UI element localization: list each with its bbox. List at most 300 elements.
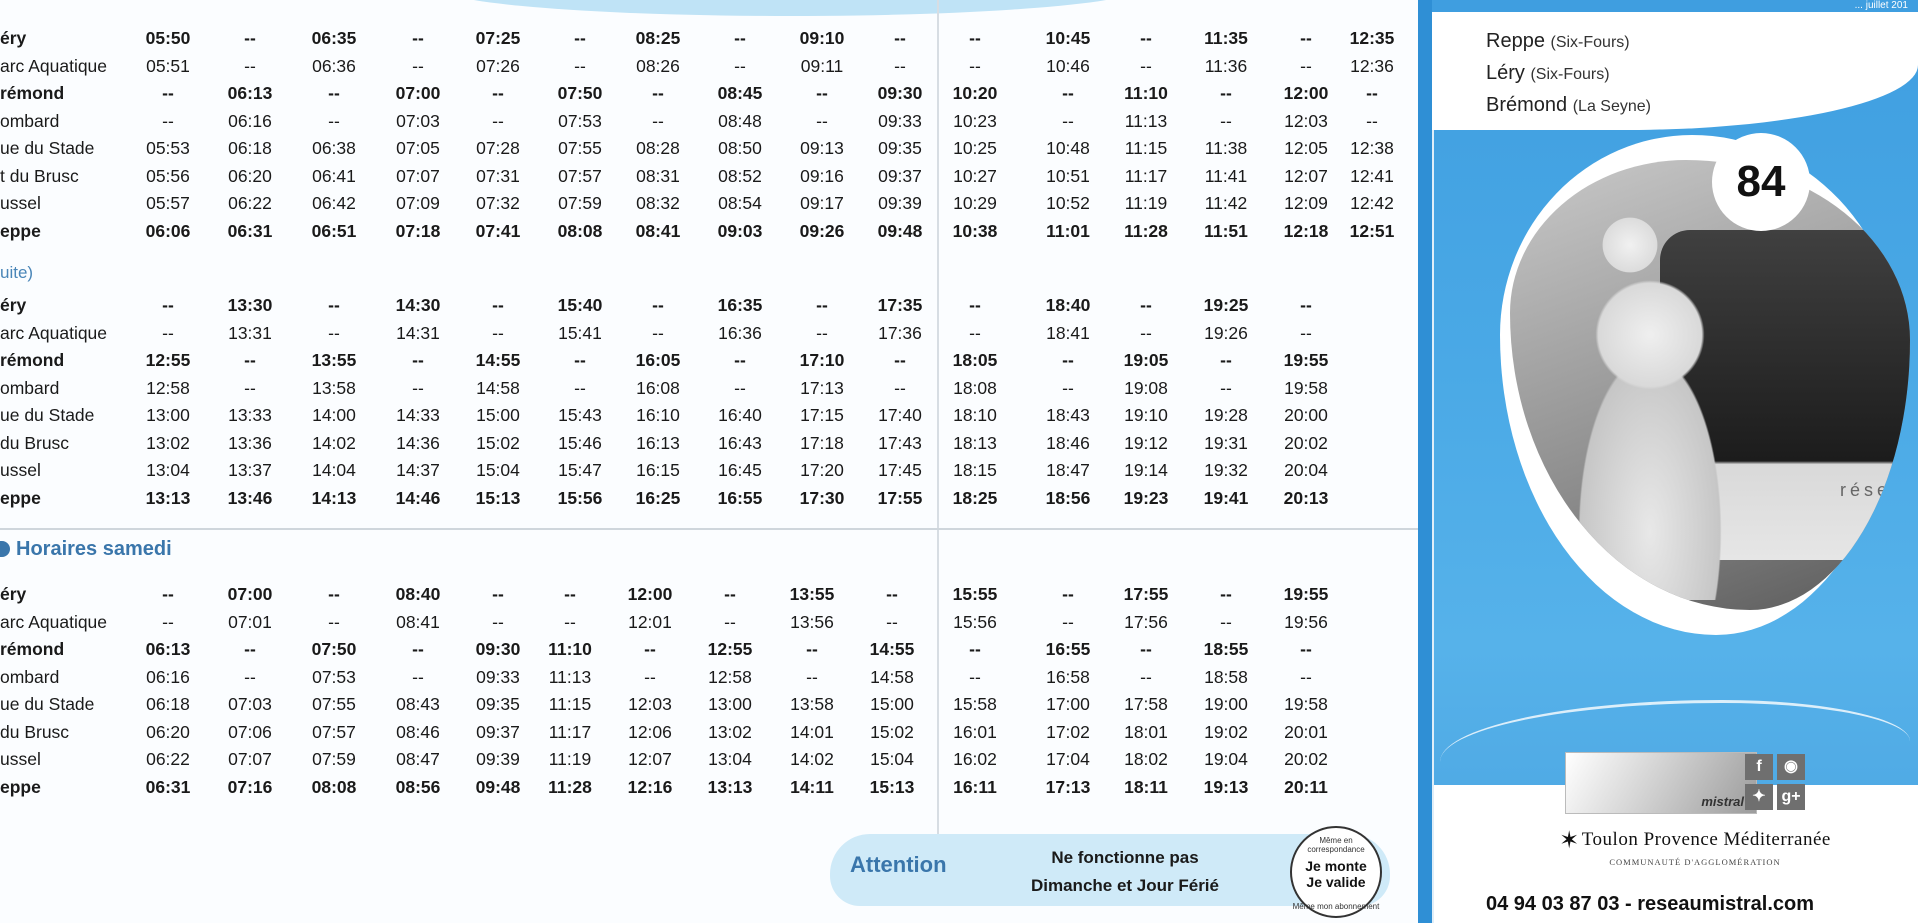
departure-time: 17:36 bbox=[878, 322, 922, 343]
departure-time: 08:41 bbox=[635, 220, 681, 241]
departure-time: -- bbox=[328, 295, 340, 315]
departure-time: 14:01 bbox=[790, 721, 834, 742]
departure-time: 18:43 bbox=[1046, 405, 1090, 425]
departure-time: 18:46 bbox=[1046, 432, 1090, 453]
departure-time: -- bbox=[1062, 110, 1074, 131]
departure-time: -- bbox=[1062, 350, 1074, 370]
departure-time: 12:58 bbox=[146, 377, 190, 398]
departure-time: 17:10 bbox=[799, 350, 845, 370]
agglo-name-line bbox=[1535, 826, 1855, 855]
departure-time: 06:13 bbox=[227, 83, 273, 103]
departure-time: 13:00 bbox=[146, 405, 190, 425]
attention-line-1: Ne fonctionne pas bbox=[1051, 848, 1199, 867]
agglo-logo bbox=[1535, 826, 1855, 867]
departure-time: 15:04 bbox=[476, 460, 520, 480]
stop-name: ussel bbox=[0, 193, 41, 213]
departure-time: -- bbox=[1062, 83, 1074, 103]
departure-time: -- bbox=[1062, 611, 1074, 632]
departure-time: 12:41 bbox=[1350, 165, 1394, 186]
departure-time: 07:41 bbox=[475, 220, 521, 241]
departure-time: -- bbox=[724, 584, 736, 604]
departure-time: -- bbox=[969, 639, 981, 659]
departure-time: 12:42 bbox=[1350, 193, 1394, 213]
departure-time: 08:31 bbox=[636, 165, 680, 186]
departure-time: -- bbox=[244, 350, 256, 370]
stop-name: éry bbox=[0, 28, 27, 48]
departure-time: -- bbox=[574, 55, 586, 76]
departure-time: 05:51 bbox=[146, 55, 190, 76]
stamp-top-text: Même en correspondance bbox=[1307, 836, 1365, 854]
departure-time: 09:39 bbox=[476, 749, 520, 769]
departure-time: 16:40 bbox=[718, 405, 762, 425]
departure-time: -- bbox=[492, 584, 504, 604]
departure-time: -- bbox=[244, 377, 256, 398]
departure-time: 12:07 bbox=[1284, 165, 1328, 186]
website-link[interactable]: reseaumistral.com bbox=[1637, 893, 1815, 915]
departure-time: -- bbox=[894, 55, 906, 76]
departure-time: 07:09 bbox=[396, 193, 440, 213]
departure-time: 19:25 bbox=[1203, 295, 1249, 315]
attention-text bbox=[980, 844, 1270, 900]
departure-time: -- bbox=[492, 611, 504, 632]
header-wave bbox=[440, 0, 1140, 16]
departure-time: 12:03 bbox=[1284, 110, 1328, 131]
departure-time: 11:35 bbox=[1204, 28, 1248, 48]
departure-time: 20:02 bbox=[1284, 432, 1328, 453]
departure-time: 18:15 bbox=[953, 460, 997, 480]
departure-time: 14:02 bbox=[790, 749, 834, 769]
departure-time: 08:52 bbox=[718, 165, 762, 186]
departure-time: -- bbox=[328, 584, 340, 604]
departure-time: 14:46 bbox=[395, 487, 441, 508]
departure-time: 08:54 bbox=[718, 193, 762, 213]
departure-time: 17:56 bbox=[1124, 611, 1168, 632]
suite-label: uite) bbox=[0, 263, 34, 282]
departure-time: -- bbox=[564, 584, 576, 604]
mistral-brand: mistral bbox=[1701, 794, 1744, 809]
departure-time: 08:50 bbox=[718, 138, 762, 158]
departure-time: 08:08 bbox=[557, 220, 603, 241]
departure-time: 11:10 bbox=[1124, 83, 1168, 103]
departure-time: -- bbox=[816, 83, 828, 103]
departure-time: 19:13 bbox=[1203, 776, 1249, 797]
departure-time: -- bbox=[969, 295, 981, 315]
departure-time: 06:06 bbox=[145, 220, 191, 241]
departure-time: 12:51 bbox=[1349, 220, 1395, 241]
departure-time: 11:15 bbox=[548, 694, 592, 714]
departure-time: -- bbox=[162, 584, 174, 604]
departure-time: 19:04 bbox=[1204, 749, 1248, 769]
departure-time: 15:41 bbox=[558, 322, 602, 343]
departure-time: -- bbox=[162, 295, 174, 315]
destination-area: (Six-Fours) bbox=[1530, 66, 1610, 83]
departure-time: -- bbox=[1220, 350, 1232, 370]
departure-time: 07:28 bbox=[476, 138, 520, 158]
departure-time: -- bbox=[1300, 55, 1312, 76]
departure-time: 17:55 bbox=[877, 487, 923, 508]
departure-time: 16:11 bbox=[953, 776, 997, 797]
departure-time: 08:25 bbox=[635, 28, 681, 48]
departure-time: 15:58 bbox=[953, 694, 997, 714]
departure-time: 16:36 bbox=[718, 322, 762, 343]
departure-time: 07:31 bbox=[476, 165, 520, 186]
departure-time: 17:00 bbox=[1046, 694, 1090, 714]
departure-time: 06:41 bbox=[312, 165, 356, 186]
departure-time: 13:36 bbox=[228, 432, 272, 453]
stop-name: ombard bbox=[0, 110, 60, 131]
departure-time: 18:10 bbox=[953, 405, 997, 425]
departure-time: 07:59 bbox=[558, 193, 602, 213]
departure-time: 14:36 bbox=[396, 432, 440, 453]
departure-time: -- bbox=[652, 110, 664, 131]
departure-time: -- bbox=[328, 110, 340, 131]
departure-time: -- bbox=[652, 83, 664, 103]
departure-time: 18:02 bbox=[1124, 749, 1168, 769]
departure-time: 16:45 bbox=[718, 460, 762, 480]
section-divider bbox=[0, 528, 1418, 530]
departure-time: 08:47 bbox=[396, 749, 440, 769]
departure-time: -- bbox=[162, 611, 174, 632]
departure-time: -- bbox=[1220, 83, 1232, 103]
departure-time: 19:28 bbox=[1204, 405, 1248, 425]
departure-time: -- bbox=[894, 28, 906, 48]
departure-time: 08:48 bbox=[718, 110, 762, 131]
departure-time: -- bbox=[734, 350, 746, 370]
departure-time: 18:11 bbox=[1124, 776, 1168, 797]
departure-time: 16:35 bbox=[717, 295, 763, 315]
departure-time: 09:33 bbox=[878, 110, 922, 131]
departure-time: 07:57 bbox=[558, 165, 602, 186]
departure-time: 07:03 bbox=[228, 694, 272, 714]
departure-time: 13:13 bbox=[707, 776, 753, 797]
departure-time: 15:46 bbox=[558, 432, 602, 453]
departure-time: 13:04 bbox=[708, 749, 752, 769]
stop-name: ue du Stade bbox=[0, 138, 95, 158]
departure-time: 13:02 bbox=[708, 721, 752, 742]
departure-time: 17:20 bbox=[800, 460, 844, 480]
departure-time: 06:16 bbox=[228, 110, 272, 131]
departure-time: 13:13 bbox=[145, 487, 191, 508]
departure-time: 11:51 bbox=[1204, 220, 1248, 241]
departure-time: -- bbox=[734, 377, 746, 398]
departure-time: 16:13 bbox=[636, 432, 680, 453]
departure-time: -- bbox=[574, 377, 586, 398]
google-plus-icon[interactable]: g+ bbox=[1777, 784, 1805, 810]
departure-time: 16:08 bbox=[636, 377, 680, 398]
departure-time: 12:38 bbox=[1350, 138, 1394, 158]
saturday-title: Horaires samedi bbox=[16, 538, 172, 560]
departure-time: 13:04 bbox=[146, 460, 190, 480]
validate-stamp bbox=[1290, 826, 1382, 918]
departure-time: 06:38 bbox=[312, 138, 356, 158]
departure-time: 11:36 bbox=[1204, 55, 1248, 76]
departure-time: 12:00 bbox=[627, 584, 673, 604]
departure-time: 16:02 bbox=[953, 749, 997, 769]
departure-time: 08:28 bbox=[636, 138, 680, 158]
departure-time: -- bbox=[886, 584, 898, 604]
stop-name: éry bbox=[0, 584, 27, 604]
departure-time: -- bbox=[412, 28, 424, 48]
departure-time: -- bbox=[1220, 377, 1232, 398]
departure-time: 19:10 bbox=[1124, 405, 1168, 425]
departure-time: 18:47 bbox=[1046, 460, 1090, 480]
departure-time: 06:31 bbox=[227, 220, 273, 241]
departure-time: 15:56 bbox=[953, 611, 997, 632]
agglo-name: Toulon Provence Méditerranée bbox=[1581, 829, 1831, 850]
departure-time: 18:56 bbox=[1045, 487, 1091, 508]
departure-time: 16:15 bbox=[636, 460, 680, 480]
departure-time: -- bbox=[492, 110, 504, 131]
departure-time: -- bbox=[574, 350, 586, 370]
departure-time: -- bbox=[244, 28, 256, 48]
departure-time: 11:28 bbox=[548, 776, 592, 797]
departure-time: 20:01 bbox=[1284, 721, 1328, 742]
departure-time: 12:55 bbox=[145, 350, 191, 370]
departure-time: 12:05 bbox=[1284, 138, 1328, 158]
departure-time: 09:48 bbox=[475, 776, 521, 797]
stop-name: rémond bbox=[0, 639, 65, 659]
departure-time: -- bbox=[652, 295, 664, 315]
departure-time: 17:13 bbox=[800, 377, 844, 398]
departure-time: 15:02 bbox=[476, 432, 520, 453]
departure-time: 12:01 bbox=[628, 611, 672, 632]
departure-time: 08:46 bbox=[396, 721, 440, 742]
departure-time: -- bbox=[1220, 584, 1232, 604]
departure-time: -- bbox=[492, 83, 504, 103]
departure-time: 08:41 bbox=[396, 611, 440, 632]
departure-time: -- bbox=[1062, 584, 1074, 604]
departure-time: 11:15 bbox=[1124, 138, 1168, 158]
departure-time: -- bbox=[328, 83, 340, 103]
departure-time: 18:05 bbox=[952, 350, 998, 370]
departure-time: 17:40 bbox=[878, 405, 922, 425]
departure-time: -- bbox=[1220, 110, 1232, 131]
departure-time: -- bbox=[1300, 322, 1312, 343]
departure-time: -- bbox=[492, 322, 504, 343]
departure-time: 17:18 bbox=[800, 432, 844, 453]
departure-time: 19:02 bbox=[1204, 721, 1248, 742]
destination-bremond bbox=[1486, 94, 1651, 117]
departure-time: 19:56 bbox=[1284, 611, 1328, 632]
departure-time: 15:00 bbox=[870, 694, 914, 714]
mistral-logo bbox=[1565, 752, 1757, 814]
departure-time: -- bbox=[1140, 295, 1152, 315]
departure-time: 19:58 bbox=[1284, 694, 1328, 714]
departure-time: 09:16 bbox=[800, 165, 844, 186]
contact-line bbox=[1486, 893, 1814, 916]
departure-time: -- bbox=[412, 377, 424, 398]
departure-time: 12:36 bbox=[1350, 55, 1394, 76]
departure-time: 14:11 bbox=[790, 776, 834, 797]
stamp-main-text bbox=[1292, 858, 1380, 890]
departure-time: 14:31 bbox=[396, 322, 440, 343]
attention-line-2: Dimanche et Jour Férié bbox=[1030, 876, 1219, 895]
facebook-icon[interactable]: f bbox=[1745, 754, 1773, 780]
departure-time: 13:30 bbox=[227, 295, 273, 315]
departure-time: 07:53 bbox=[558, 110, 602, 131]
destination-name: Brémond bbox=[1486, 94, 1568, 116]
departure-time: -- bbox=[1220, 611, 1232, 632]
departure-time: 06:35 bbox=[311, 28, 357, 48]
departure-time: -- bbox=[886, 611, 898, 632]
departure-time: 17:02 bbox=[1046, 721, 1090, 742]
departure-time: 10:45 bbox=[1045, 28, 1091, 48]
departure-time: 11:19 bbox=[548, 749, 592, 769]
departure-time: 13:31 bbox=[228, 322, 272, 343]
departure-time: 08:08 bbox=[311, 776, 357, 797]
departure-time: 14:13 bbox=[311, 487, 357, 508]
departure-time: 06:20 bbox=[228, 165, 272, 186]
departure-time: -- bbox=[894, 377, 906, 398]
departure-time: 07:06 bbox=[228, 721, 272, 742]
destination-name: Léry bbox=[1486, 62, 1525, 84]
agglo-subtitle: COMMUNAUTÉ D'AGGLOMÉRATION bbox=[1609, 857, 1781, 867]
departure-time: 17:43 bbox=[878, 432, 922, 453]
social-icons bbox=[1745, 754, 1809, 814]
departure-time: 08:45 bbox=[717, 83, 763, 103]
departure-time: 14:04 bbox=[312, 460, 356, 480]
departure-time: 06:18 bbox=[228, 138, 272, 158]
twitter-icon[interactable]: ✦ bbox=[1745, 784, 1773, 810]
departure-time: 19:05 bbox=[1123, 350, 1169, 370]
departure-time: 10:25 bbox=[953, 138, 997, 158]
stop-name: arc Aquatique bbox=[0, 55, 108, 76]
stop-name: t du Brusc bbox=[0, 165, 79, 186]
departure-time: 09:30 bbox=[877, 83, 923, 103]
departure-time: 17:58 bbox=[1124, 694, 1168, 714]
departure-time: 14:00 bbox=[312, 405, 356, 425]
departure-time: 19:31 bbox=[1204, 432, 1248, 453]
departure-time: 08:40 bbox=[395, 584, 441, 604]
departure-time: -- bbox=[328, 322, 340, 343]
departure-time: 07:55 bbox=[558, 138, 602, 158]
departure-time: -- bbox=[1140, 666, 1152, 687]
departure-time: -- bbox=[644, 639, 656, 659]
departure-time: -- bbox=[412, 55, 424, 76]
person-image bbox=[1540, 260, 1760, 600]
departure-time: 20:02 bbox=[1284, 749, 1328, 769]
departure-time: 16:58 bbox=[1046, 666, 1090, 687]
stop-name: éry bbox=[0, 295, 27, 315]
departure-time: 15:13 bbox=[869, 776, 915, 797]
departure-time: 07:05 bbox=[396, 138, 440, 158]
departure-time: 08:43 bbox=[396, 694, 440, 714]
stop-name: arc Aquatique bbox=[0, 611, 108, 632]
departure-time: 05:53 bbox=[146, 138, 190, 158]
departure-time: -- bbox=[328, 611, 340, 632]
stop-name: eppe bbox=[0, 487, 41, 508]
stop-name: ussel bbox=[0, 749, 41, 769]
departure-time: 08:32 bbox=[636, 193, 680, 213]
departure-time: 06:22 bbox=[228, 193, 272, 213]
departure-time: 19:14 bbox=[1124, 460, 1168, 480]
destination-name: Reppe bbox=[1486, 30, 1545, 52]
departure-time: 18:08 bbox=[953, 377, 997, 398]
destination-area: (Six-Fours) bbox=[1550, 34, 1630, 51]
departure-time: 19:41 bbox=[1203, 487, 1249, 508]
departure-time: 17:35 bbox=[877, 295, 923, 315]
departure-time: 18:13 bbox=[953, 432, 997, 453]
departure-time: -- bbox=[1366, 83, 1378, 103]
departure-time: 13:55 bbox=[789, 584, 835, 604]
departure-time: 13:37 bbox=[228, 460, 272, 480]
departure-time: 14:58 bbox=[476, 377, 520, 398]
departure-time: 06:13 bbox=[145, 639, 191, 659]
departure-time: 07:16 bbox=[227, 776, 273, 797]
departure-time: 07:53 bbox=[312, 666, 356, 687]
departure-time: 10:48 bbox=[1046, 138, 1090, 158]
departure-time: 16:01 bbox=[953, 721, 997, 742]
departure-time: 14:30 bbox=[395, 295, 441, 315]
departure-time: 14:37 bbox=[396, 460, 440, 480]
departure-time: 17:15 bbox=[800, 405, 844, 425]
departure-time: -- bbox=[1366, 110, 1378, 131]
stamp-line-2: Je valide bbox=[1306, 874, 1366, 890]
departure-time: -- bbox=[244, 639, 256, 659]
departure-time: 09:37 bbox=[878, 165, 922, 186]
departure-time: 19:55 bbox=[1283, 350, 1329, 370]
rss-icon[interactable]: ◉ bbox=[1777, 754, 1805, 780]
departure-time: 18:25 bbox=[952, 487, 998, 508]
departure-time: 16:55 bbox=[717, 487, 763, 508]
departure-time: 15:47 bbox=[558, 460, 602, 480]
departure-time: -- bbox=[244, 666, 256, 687]
departure-time: -- bbox=[1300, 639, 1312, 659]
stop-name: rémond bbox=[0, 83, 65, 103]
departure-time: 11:42 bbox=[1204, 193, 1248, 213]
departure-time: 15:02 bbox=[870, 721, 914, 742]
departure-time: -- bbox=[1062, 377, 1074, 398]
departure-time: 19:26 bbox=[1204, 322, 1248, 343]
departure-time: 11:13 bbox=[1124, 110, 1168, 131]
departure-time: 20:11 bbox=[1284, 776, 1328, 797]
departure-time: 13:58 bbox=[790, 694, 834, 714]
departure-time: 18:41 bbox=[1046, 322, 1090, 343]
departure-time: -- bbox=[816, 110, 828, 131]
departure-time: -- bbox=[244, 55, 256, 76]
departure-time: -- bbox=[574, 28, 586, 48]
departure-time: 19:12 bbox=[1124, 432, 1168, 453]
departure-time: 19:58 bbox=[1284, 377, 1328, 398]
stop-name: arc Aquatique bbox=[0, 322, 108, 343]
departure-time: 05:56 bbox=[146, 165, 190, 186]
departure-time: 06:18 bbox=[146, 694, 190, 714]
departure-time: 06:31 bbox=[145, 776, 191, 797]
departure-time: -- bbox=[492, 295, 504, 315]
departure-time: 07:25 bbox=[475, 28, 521, 48]
departure-time: 11:17 bbox=[548, 721, 592, 742]
departure-time: -- bbox=[1140, 322, 1152, 343]
departure-time: 07:00 bbox=[227, 584, 273, 604]
departure-time: 07:07 bbox=[396, 165, 440, 186]
departure-time: 06:51 bbox=[311, 220, 357, 241]
departure-time: -- bbox=[816, 295, 828, 315]
departure-time: -- bbox=[969, 322, 981, 343]
departure-time: 09:33 bbox=[476, 666, 520, 687]
departure-time: 12:18 bbox=[1283, 220, 1329, 241]
departure-time: 14:33 bbox=[396, 405, 440, 425]
departure-time: 09:13 bbox=[800, 138, 844, 158]
departure-time: 10:20 bbox=[952, 83, 998, 103]
departure-time: 15:00 bbox=[476, 405, 520, 425]
departure-time: 08:26 bbox=[636, 55, 680, 76]
stop-name: eppe bbox=[0, 776, 41, 797]
departure-time: 11:19 bbox=[1124, 193, 1168, 213]
departure-time: -- bbox=[1300, 295, 1312, 315]
cover-photo bbox=[1510, 160, 1910, 610]
departure-time: 12:16 bbox=[627, 776, 673, 797]
saturday-heading bbox=[0, 538, 172, 561]
